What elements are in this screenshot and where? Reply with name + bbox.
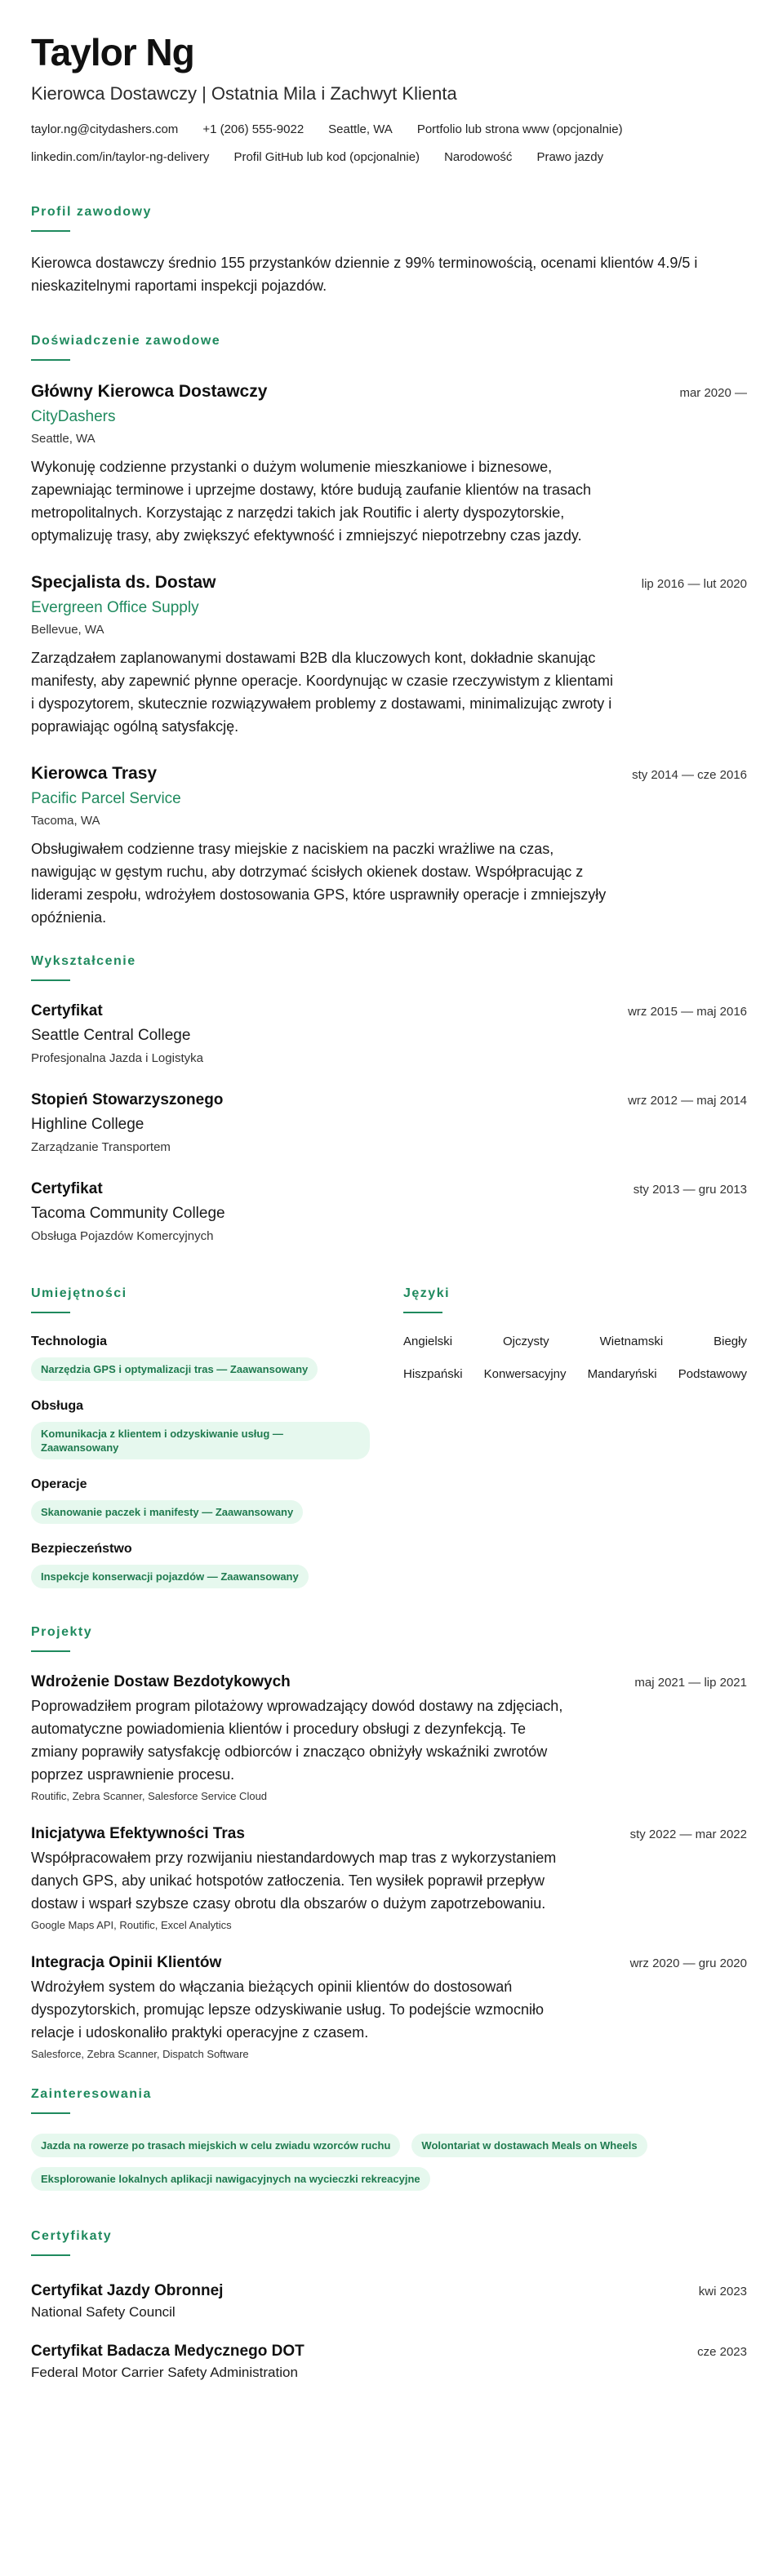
section-divider (31, 2254, 70, 2256)
interest-chip: Wolontariat w dostawach Meals on Wheels (411, 2134, 647, 2157)
education-section (31, 953, 747, 1245)
certificate-issuer: Federal Motor Carrier Safety Administration (31, 2365, 298, 2380)
contact-phone[interactable]: +1 (206) 555-9022 (202, 122, 305, 136)
project-tech: Routific, Zebra Scanner, Salesforce Service Cloud (31, 1790, 268, 1802)
section-title-interests: Zainteresowania (31, 2087, 152, 2101)
section-title-skills: Umiejętności (31, 1286, 127, 1300)
section-divider (31, 1650, 70, 1652)
skills-languages-row (31, 1268, 747, 1605)
skill-group (31, 1333, 403, 1381)
job-description: Wykonuję codzienne przystanki o dużym wolumenie mieszkaniowe i biznesowe, zapewniając terminowe i uprzejme dostawy, które budują zaufanie klientów na trasach metropolitalnych. Korzystając z narzędzi takich jak Routific i alerty dyspozytorskie, optymalizuję trasy, aby zwiększyć efektywność i zmniejszyć niepotrzebny czas jazdy. (31, 459, 592, 544)
contact-email[interactable]: taylor.ng@citydashers.com (31, 122, 179, 136)
project-tech: Salesforce, Zebra Scanner, Dispatch Software (31, 2048, 249, 2060)
interest-chip: Eksplorowanie lokalnych aplikacji nawigacyjnych na wycieczki rekreacyjne (31, 2167, 430, 2191)
job-location: Seattle, WA (31, 432, 96, 446)
skill-group (31, 1540, 403, 1588)
education-field: Profesjonalna Jazda i Logistyka (31, 1051, 203, 1065)
job-company: Evergreen Office Supply (31, 599, 199, 616)
certificates-section (31, 2228, 747, 2382)
language-name: Angielski (403, 1335, 453, 1348)
project-title: Integracja Opinii Klientów (31, 1954, 222, 1971)
section-divider (31, 359, 70, 361)
education-degree: Certyfikat (31, 1002, 103, 1019)
job-entry (31, 571, 747, 738)
contact-portfolio[interactable]: Portfolio lub strona www (opcjonalnie) (416, 122, 623, 136)
education-dates: wrz 2012 — maj 2014 (628, 1094, 747, 1108)
skill-group (31, 1397, 403, 1459)
education-dates: wrz 2015 — maj 2016 (628, 1005, 747, 1019)
job-dates: sty 2014 — cze 2016 (632, 768, 747, 782)
language-level: Konwersacyjny (483, 1367, 567, 1381)
education-school: Highline College (31, 1116, 144, 1133)
language-row (403, 1366, 747, 1383)
job-location: Tacoma, WA (31, 814, 100, 828)
project-entry (31, 1823, 747, 1933)
project-dates: sty 2022 — mar 2022 (629, 1828, 747, 1841)
language-level: Podstawowy (678, 1367, 747, 1381)
job-location: Bellevue, WA (31, 623, 104, 637)
skill-category: Obsługa (31, 1399, 84, 1413)
section-title-education: Wykształcenie (31, 954, 136, 968)
contact-linkedin[interactable]: linkedin.com/in/taylor-ng-delivery (31, 150, 210, 164)
education-school: Seattle Central College (31, 1027, 191, 1044)
certificate-title: Certyfikat Badacza Medycznego DOT (31, 2343, 305, 2360)
section-title-experience: Doświadczenie zawodowe (31, 334, 221, 348)
section-divider (31, 230, 70, 232)
certificate-entry (31, 2281, 747, 2321)
job-title: Główny Kierowca Dostawczy (31, 382, 268, 401)
project-title: Inicjatywa Efektywności Tras (31, 1825, 245, 1842)
resume-header (31, 29, 747, 167)
contact-nationality: Narodowość (444, 150, 513, 164)
section-title-certificates: Certyfikaty (31, 2229, 113, 2243)
job-company: CityDashers (31, 408, 116, 425)
job-dates: mar 2020 — (679, 386, 747, 400)
interest-chip: Jazda na rowerze po trasach miejskich w celu zwiadu wzorców ruchu (31, 2134, 400, 2157)
certificate-date: kwi 2023 (698, 2285, 747, 2298)
section-divider (403, 1312, 442, 1313)
education-degree: Certyfikat (31, 1180, 103, 1197)
education-entry (31, 1179, 747, 1245)
section-title-profile: Profil zawodowy (31, 205, 152, 219)
job-title: Specjalista ds. Dostaw (31, 573, 216, 592)
job-company: Pacific Parcel Service (31, 790, 181, 807)
job-description: Obsługiwałem codzienne trasy miejskie z naciskiem na paczki wrażliwe na czas, nawigując w gęstym ruchu, aby dotrzymać ścisłych okienek dostaw. Współpracując z liderami zespołu, wdrożyłem dostosowania GPS, które usprawniły operacje i zmniejszyły opóźnienia. (31, 841, 607, 926)
language-name: Mandaryński (587, 1367, 657, 1381)
profile-summary: Kierowca dostawczy średnio 155 przystanków dziennie z 99% terminowością, ocenami klientów 4.9/5 i nieskazitelnymi raportami inspekcji pojazdów. (31, 255, 698, 294)
language-level: Biegły (714, 1335, 747, 1348)
job-entry (31, 380, 747, 547)
candidate-headline: Kierowca Dostawczy | Ostatnia Mila i Zachwyt Klienta (31, 83, 457, 104)
project-dates: maj 2021 — lip 2021 (634, 1676, 747, 1690)
education-entry (31, 1001, 747, 1067)
skill-category: Bezpieczeństwo (31, 1542, 132, 1556)
education-entry (31, 1090, 747, 1156)
profile-section (31, 204, 747, 297)
interests-section (31, 2086, 747, 2201)
section-title-languages: Języki (403, 1286, 451, 1300)
skill-chip: Komunikacja z klientem i odzyskiwanie usług — Zaawansowany (31, 1422, 370, 1459)
section-title-projects: Projekty (31, 1625, 93, 1639)
project-title: Wdrożenie Dostaw Bezdotykowych (31, 1673, 291, 1690)
job-description: Zarządzałem zaplanowanymi dostawami B2B dla kluczowych kont, dokładnie skanując manifesty, aby zapewnić płynne operacje. Koordynując w czasie rzeczywistym z klientami i dyspozytorem, skutecznie rozwiązywałem problemy z dostawami, minimalizując zwroty i poprawiając ogólną satysfakcję. (31, 650, 613, 735)
education-field: Obsługa Pojazdów Komercyjnych (31, 1229, 214, 1243)
skill-category: Operacje (31, 1477, 87, 1491)
projects-section (31, 1624, 747, 2062)
skill-chip: Skanowanie paczek i manifesty — Zaawansowany (31, 1500, 303, 1524)
skill-chip: Narzędzia GPS i optymalizacji tras — Zaawansowany (31, 1357, 318, 1381)
job-title: Kierowca Trasy (31, 764, 158, 783)
certificate-title: Certyfikat Jazdy Obronnej (31, 2282, 224, 2299)
skills-section (31, 1268, 403, 1605)
project-entry (31, 1952, 747, 2062)
project-description: Współpracowałem przy rozwijaniu niestandardowych map tras z wykorzystaniem danych GPS, aby unikać hotspotów zatłoczenia. Ten wysiłek poprawił przepływ dostaw i wsparł szybsze czasy obrotu dla obszarów o dużym zapotrzebowaniu. (31, 1850, 557, 1912)
project-dates: wrz 2020 — gru 2020 (629, 1956, 747, 1970)
project-entry (31, 1672, 747, 1804)
certificate-issuer: National Safety Council (31, 2304, 176, 2320)
education-dates: sty 2013 — gru 2013 (633, 1183, 747, 1197)
job-entry (31, 762, 747, 929)
contact-location: Seattle, WA (328, 122, 393, 136)
skill-group (31, 1476, 403, 1524)
contact-list (31, 121, 747, 167)
candidate-name: Taylor Ng (31, 31, 194, 73)
education-degree: Stopień Stowarzyszonego (31, 1091, 224, 1108)
language-name: Wietnamski (599, 1335, 664, 1348)
skill-category: Technologia (31, 1335, 108, 1348)
education-school: Tacoma Community College (31, 1205, 225, 1222)
certificate-entry (31, 2341, 747, 2382)
project-description: Poprowadziłem program pilotażowy wprowadzający dowód dostawy na zdjęciach, automatyczne powiadomienia klientów i procedury obsługi z dezynfekcją. Te zmiany poprawiły satysfakcję odbiorców i znacząco obniżyły wskaźniki zwrotów poprzez usprawnienie procesu. (31, 1698, 563, 1783)
section-divider (31, 979, 70, 981)
education-field: Zarządzanie Transportem (31, 1140, 171, 1154)
certificate-date: cze 2023 (697, 2345, 747, 2359)
language-row (403, 1333, 747, 1351)
language-level: Ojczysty (503, 1335, 549, 1348)
interest-chips (31, 2134, 747, 2201)
project-description: Wdrożyłem system do włączania bieżących opinii klientów do dostosowań dyspozytorskich, promując lepsze odzyskiwanie usług. To podejście wzmocniło relacje i udoskonaliło praktyki operacyjne z czasem. (31, 1979, 544, 2041)
section-divider (31, 2112, 70, 2114)
language-name: Hiszpański (403, 1367, 463, 1381)
experience-section (31, 333, 747, 929)
languages-section (403, 1268, 747, 1605)
section-divider (31, 1312, 70, 1313)
contact-github[interactable]: Profil GitHub lub kod (opcjonalnie) (233, 150, 420, 164)
skill-chip: Inspekcje konserwacji pojazdów — Zaawansowany (31, 1565, 309, 1588)
job-dates: lip 2016 — lut 2020 (641, 577, 747, 591)
contact-driving-license: Prawo jazdy (536, 150, 604, 164)
project-tech: Google Maps API, Routific, Excel Analytics (31, 1919, 232, 1931)
